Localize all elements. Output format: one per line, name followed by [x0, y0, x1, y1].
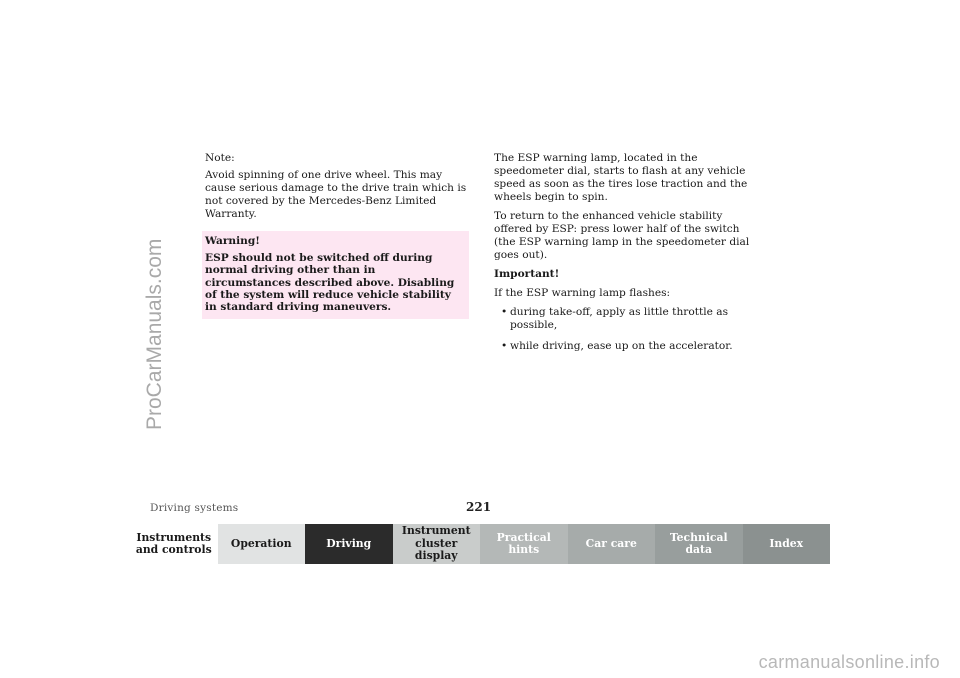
right-column [494, 152, 764, 361]
tab-car-care[interactable]: Car care [568, 524, 656, 564]
list-item [494, 340, 764, 353]
warning-box [202, 231, 469, 319]
bottom-watermark: carmanualsonline.info [758, 652, 940, 672]
important-intro: If the ESP warning lamp flashes: [494, 287, 671, 299]
important-label: Important! [494, 268, 560, 280]
page-number: 221 [466, 500, 492, 514]
esp-lamp-paragraph: The ESP warning lamp, located in the speedometer dial, starts to flash at any vehicle speed as soon as the tires lose traction and the wheels begin to spin. [494, 152, 748, 203]
list-item [494, 306, 764, 332]
tab-instruments-and-controls[interactable]: Instruments and controls [130, 524, 218, 564]
tab-operation[interactable]: Operation [218, 524, 306, 564]
tab-technical-data[interactable]: Technical data [655, 524, 743, 564]
note-label: Note: [205, 152, 235, 164]
bullet-glyph: • [501, 340, 508, 352]
warning-text: ESP should not be switched off during normal driving other than in circumstances described above. Disabling of the system will reduce vehicle stability in standard driving maneuvers. [205, 252, 455, 314]
bullet-list [494, 306, 764, 353]
note-text: Avoid spinning of one drive wheel. This may cause serious damage to the drive train which is not covered by the Mercedes-Benz Limited Warranty. [205, 169, 467, 220]
side-watermark: ProCarManuals.com [143, 238, 166, 430]
warning-title: Warning! [205, 235, 260, 247]
tab-instrument-cluster-display[interactable]: Instrument cluster display [393, 524, 481, 564]
list-item-text: during take-off, apply as little throttle as possible, [510, 306, 728, 331]
left-column [205, 152, 467, 319]
bullet-glyph: • [501, 306, 508, 318]
list-item-text: while driving, ease up on the accelerator. [510, 340, 733, 352]
tab-index[interactable]: Index [743, 524, 831, 564]
tab-driving[interactable]: Driving [305, 524, 393, 564]
tab-practical-hints[interactable]: Practical hints [480, 524, 568, 564]
footer-section-title: Driving systems [150, 502, 239, 514]
section-tab-bar [130, 524, 830, 564]
esp-return-paragraph: To return to the enhanced vehicle stability offered by ESP: press lower half of the switch (the ESP warning lamp in the speedometer dial goes out). [494, 210, 750, 261]
